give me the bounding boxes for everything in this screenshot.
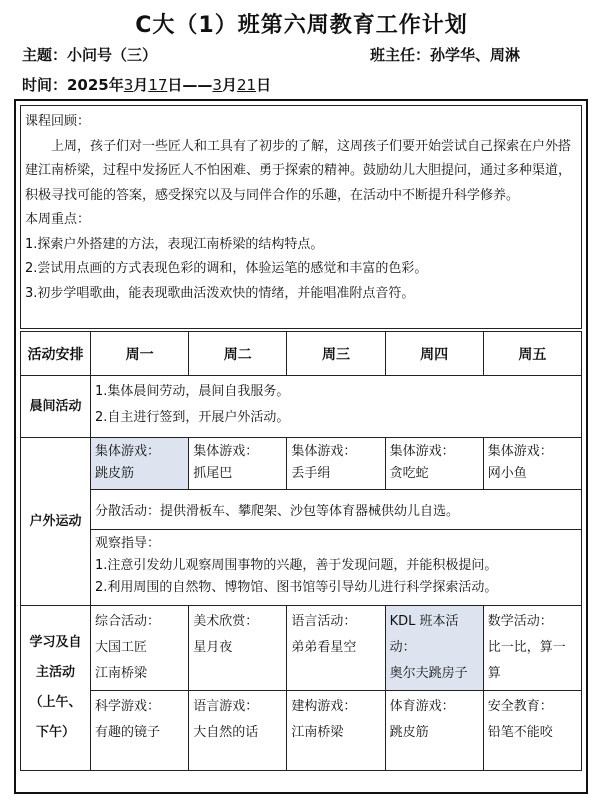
teachers-label: 班主任：孙学华、周淋: [370, 46, 521, 64]
activity-line: 江南桥梁: [95, 666, 148, 681]
outdoor-guide-row: [21, 530, 582, 606]
activity-line: 星月夜: [193, 640, 233, 655]
free-activity: 分散活动：提供滑板车、攀爬架、沙包等体育器械供幼儿自选。: [91, 490, 582, 530]
game-head: 集体游戏：: [95, 444, 161, 459]
activity-cell: [483, 606, 581, 691]
activity-line: 算: [487, 666, 501, 681]
activity-line: 大自然的话: [193, 725, 259, 740]
game-name: 网小鱼: [487, 466, 527, 481]
activity-line: 奥尔夫跳房子: [389, 666, 468, 681]
game-cell: [483, 438, 581, 490]
activity-cell: [287, 691, 385, 771]
month-word-1: 月: [133, 76, 149, 94]
observation-guide: [91, 530, 582, 606]
day-header: 周二: [189, 332, 287, 376]
activity-line: 美术欣赏：: [193, 614, 259, 629]
end-month: 3: [212, 76, 222, 94]
start-day: 17: [148, 76, 168, 94]
game-name: 丢手绢: [291, 466, 331, 481]
game-name: 跳皮筋: [95, 466, 135, 481]
date-line: [22, 74, 271, 95]
learning-row-1: [21, 606, 582, 691]
review-paragraph: 上周，孩子们对一些匠人和工具有了初步的了解，这周孩子们要开始尝试自己探索在户外搭建江南桥梁，过程中发扬匠人不怕困难、勇于探索的精神。鼓励幼儿大胆提问，通过多种渠道，积极寻找可能的答案，感受探究以及与同伴合作的乐趣，在活动中不断提升科学修养。: [25, 138, 572, 203]
game-name: 贪吃蛇: [389, 466, 429, 481]
activity-line: 跳皮筋: [389, 725, 429, 740]
activity-cell: [483, 691, 581, 771]
activity-line: 比一比，算一: [487, 640, 566, 655]
activity-line: 安全教育：: [487, 699, 553, 714]
end-day: 21: [236, 76, 257, 94]
activity-line: KDL 班本活: [389, 614, 459, 629]
activity-line: 动：: [389, 640, 416, 655]
activity-cell: [189, 606, 287, 691]
activity-cell: [385, 606, 483, 691]
activity-line: 科学游戏：: [95, 699, 161, 714]
morning-line: 2.自主进行签到，开展户外活动。: [95, 410, 290, 425]
learning-label-line: 学习及自: [29, 635, 82, 650]
activity-line: 数学活动：: [487, 614, 553, 629]
guide-line: 观察指导：: [95, 536, 161, 551]
plan-frame: [14, 99, 588, 794]
game-head: 集体游戏：: [487, 444, 553, 459]
outdoor-label: 户外运动: [21, 438, 91, 606]
day-header: 周一: [91, 332, 189, 376]
focus-heading: 本周重点：: [25, 212, 91, 227]
day-header: 周四: [385, 332, 483, 376]
date-prefix: 时间：2025年: [22, 76, 124, 94]
game-head: 集体游戏：: [389, 444, 455, 459]
activity-line: 有趣的镜子: [95, 725, 161, 740]
activity-cell: [91, 691, 189, 771]
learning-label-line: 主活动: [35, 665, 75, 680]
focus-point: 3.初步学唱歌曲，能表现歌曲活泼欢快的情绪，并能唱准附点音符。: [25, 285, 415, 301]
activity-cell: [189, 691, 287, 771]
activity-line: 大国工匠: [95, 640, 148, 655]
date-mid: 日——: [167, 76, 213, 94]
activity-cell: [91, 606, 189, 691]
activity-line: 综合活动：: [95, 614, 161, 629]
morning-row: [21, 376, 582, 438]
focus-point: 1.探索户外搭建的方法，表现江南桥梁的结构特点。: [25, 236, 324, 252]
day-header: 周三: [287, 332, 385, 376]
game-cell: [385, 438, 483, 490]
course-review: [20, 105, 582, 329]
header-row: [21, 332, 582, 376]
learning-row-2: [21, 691, 582, 771]
activity-line: 语言游戏：: [193, 699, 259, 714]
activity-line: 语言活动：: [291, 614, 357, 629]
day-header: 周五: [483, 332, 581, 376]
morning-content: [91, 376, 582, 438]
guide-line: 2.利用周围的自然物、博物馆、图书馆等引导幼儿进行科学探索活动。: [95, 580, 498, 595]
corner-cell: 活动安排: [21, 332, 91, 376]
game-cell: [189, 438, 287, 490]
game-head: 集体游戏：: [291, 444, 357, 459]
activity-cell: [287, 606, 385, 691]
activity-line: 铅笔不能咬: [487, 725, 553, 740]
activity-line: 江南桥梁: [291, 725, 344, 740]
month-word-2: 月: [221, 76, 237, 94]
game-head: 集体游戏：: [193, 444, 259, 459]
learning-label-line: 下午）: [35, 725, 75, 740]
activity-line: 建构游戏：: [291, 699, 357, 714]
schedule-table: [20, 331, 582, 771]
outdoor-games-row: [21, 438, 582, 490]
learning-label: [21, 606, 91, 771]
start-month: 3: [123, 76, 134, 94]
date-suffix: 日: [256, 76, 272, 94]
theme-label: 主题：小问号（三）: [22, 46, 158, 64]
game-cell: [91, 438, 189, 490]
game-name: 抓尾巴: [193, 466, 233, 481]
morning-label: 晨间活动: [21, 376, 91, 438]
outdoor-free-row: [21, 490, 582, 530]
learning-label-line: （上午、: [29, 695, 82, 710]
activity-cell: [385, 691, 483, 771]
page-title: C大（1）班第六周教育工作计划: [135, 13, 468, 38]
morning-line: 1.集体晨间劳动，晨间自我服务。: [95, 384, 290, 399]
activity-line: 体育游戏：: [389, 699, 455, 714]
focus-point: 2.尝试用点画的方式表现色彩的调和，体验运笔的感觉和丰富的色彩。: [25, 261, 428, 276]
activity-line: 弟弟看星空: [291, 640, 357, 655]
review-heading: 课程回顾：: [25, 114, 91, 129]
guide-line: 1.注意引发幼儿观察周围事物的兴趣，善于发现问题，并能积极提问。: [95, 558, 498, 573]
game-cell: [287, 438, 385, 490]
